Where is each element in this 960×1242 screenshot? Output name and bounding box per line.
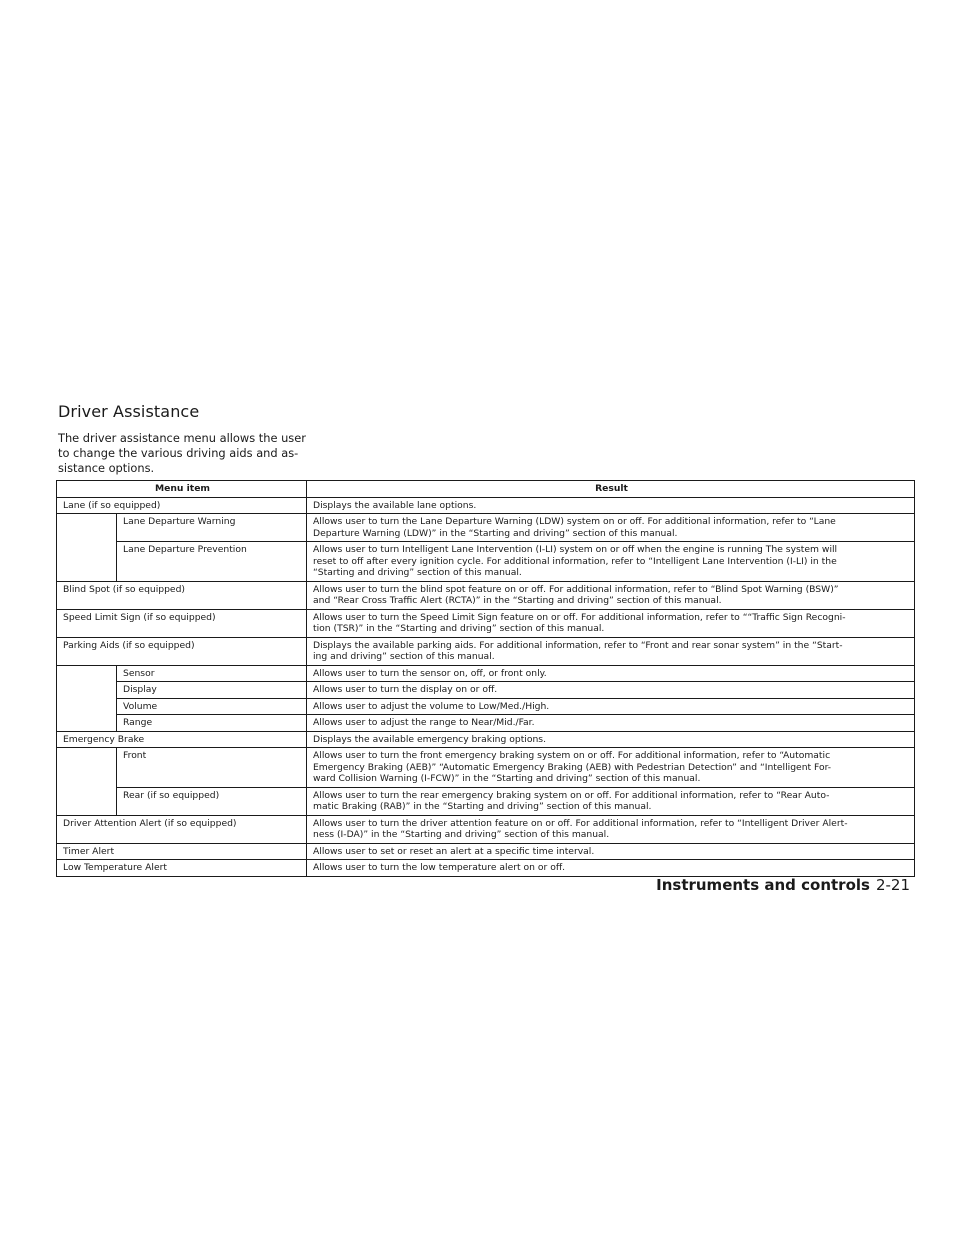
table-row [57,542,915,582]
page-number: 2-21 [875,876,910,894]
table-row [57,731,915,748]
submenu-item-cell: Rear (if so equipped) [117,787,307,815]
table-row [57,860,915,877]
menu-item-cell: Driver Attention Alert (if so equipped) [57,815,307,843]
result-line: Allows user to turn the driver attention feature on or off. For additional information, refer to “Intelligent Driver Alert- [313,817,848,829]
result-cell [307,542,915,582]
result-line: Allows user to turn Intelligent Lane Intervention (I-LI) system on or off when the engine is running The system will [313,544,838,555]
intro-paragraph [58,431,338,476]
driver-assistance-table [56,480,915,877]
section-title: Driver Assistance [58,402,200,421]
result-line: Departure Warning (LDW)” in the “Starting and driving” section of this manual. [313,527,678,539]
table-row [57,787,915,815]
result-line: Allows user to adjust the range to Near/Mid./Far. [313,717,535,728]
indent-cell [57,748,117,816]
result-cell [307,514,915,542]
table-header-row [57,481,915,498]
table-row [57,581,915,609]
table-row [57,497,915,514]
result-line: Allows user to turn the Speed Limit Sign feature on or off. For additional information, refer to ““Traffic Sign Recogni- [313,611,846,623]
result-cell [307,682,915,699]
table-row [57,748,915,788]
table-row [57,665,915,682]
table-row [57,514,915,542]
result-line: ness (I-DA)” in the “Starting and driving” section of this manual. [313,829,610,840]
chapter-title: Instruments and controls [656,876,870,894]
result-cell [307,637,915,665]
submenu-item-cell: Front [117,748,307,788]
submenu-item-cell: Display [117,682,307,699]
intro-line: sistance options. [58,461,155,475]
table-row [57,682,915,699]
table-row [57,698,915,715]
header-result: Result [307,481,915,498]
result-cell [307,843,915,860]
result-cell [307,581,915,609]
result-cell [307,860,915,877]
submenu-item-cell: Volume [117,698,307,715]
menu-item-cell: Speed Limit Sign (if so equipped) [57,609,307,637]
table-row [57,843,915,860]
header-menu-item: Menu item [57,481,307,498]
result-cell [307,497,915,514]
menu-item-cell: Lane (if so equipped) [57,497,307,514]
result-line: Allows user to turn the Lane Departure Warning (LDW) system on or off. For additional information, refer to “Lane [313,516,836,527]
result-line: Displays the available lane options. [313,499,477,511]
result-line: Allows user to set or reset an alert at a specific time interval. [313,845,595,857]
indent-cell [57,514,117,582]
result-line: matic Braking (RAB)” in the “Starting and driving” section of this manual. [313,801,652,812]
result-line: reset to off after every ignition cycle. For additional information, refer to “Intelligent Lane Intervention (I-LI) in the [313,555,837,567]
result-line: Allows user to turn the blind spot feature on or off. For additional information, refer to “Blind Spot Warning (BSW)” [313,583,839,595]
result-line: Allows user to turn the rear emergency braking system on or off. For additional information, refer to “Rear Auto- [313,789,830,801]
result-line: Allows user to turn the sensor on, off, or front only. [313,667,547,679]
menu-item-cell: Low Temperature Alert [57,860,307,877]
submenu-item-cell: Lane Departure Warning [117,514,307,542]
menu-item-cell: Timer Alert [57,843,307,860]
result-cell [307,698,915,715]
page-footer [656,876,910,894]
result-cell [307,748,915,788]
result-cell [307,609,915,637]
result-cell [307,715,915,732]
result-line: Allows user to adjust the volume to Low/Med./High. [313,700,550,712]
result-line: Displays the available parking aids. For additional information, refer to “Front and rear sonar system” in the “Start- [313,639,843,651]
result-line: Allows user to turn the low temperature alert on or off. [313,862,566,873]
result-line: ing and driving” section of this manual. [313,651,495,662]
result-line: Emergency Braking (AEB)” “Automatic Emergency Braking (AEB) with Pedestrian Detection” and “Intelligent For- [313,761,832,773]
result-cell [307,731,915,748]
intro-line: The driver assistance menu allows the user [58,431,306,445]
intro-line: to change the various driving aids and as- [58,446,299,460]
table-row [57,815,915,843]
result-cell [307,815,915,843]
result-line: tion (TSR)” in the “Starting and driving” section of this manual. [313,623,605,634]
table-body [57,497,915,876]
table-row [57,637,915,665]
menu-item-cell: Blind Spot (if so equipped) [57,581,307,609]
menu-item-cell: Parking Aids (if so equipped) [57,637,307,665]
result-line: “Starting and driving” section of this manual. [313,567,522,578]
table-row [57,715,915,732]
submenu-item-cell: Range [117,715,307,732]
submenu-item-cell: Lane Departure Prevention [117,542,307,582]
result-line: Allows user to turn the display on or off. [313,684,498,695]
result-line: and “Rear Cross Traffic Alert (RCTA)” in the “Starting and driving” section of this manual. [313,595,722,606]
result-line: ward Collision Warning (I-FCW)” in the “Starting and driving” section of this manual. [313,773,701,784]
indent-cell [57,665,117,731]
menu-item-cell: Emergency Brake [57,731,307,748]
result-line: Allows user to turn the front emergency braking system on or off. For additional information, refer to “Automatic [313,750,831,761]
result-cell [307,787,915,815]
submenu-item-cell: Sensor [117,665,307,682]
result-line: Displays the available emergency braking options. [313,733,546,745]
result-cell [307,665,915,682]
table-row [57,609,915,637]
